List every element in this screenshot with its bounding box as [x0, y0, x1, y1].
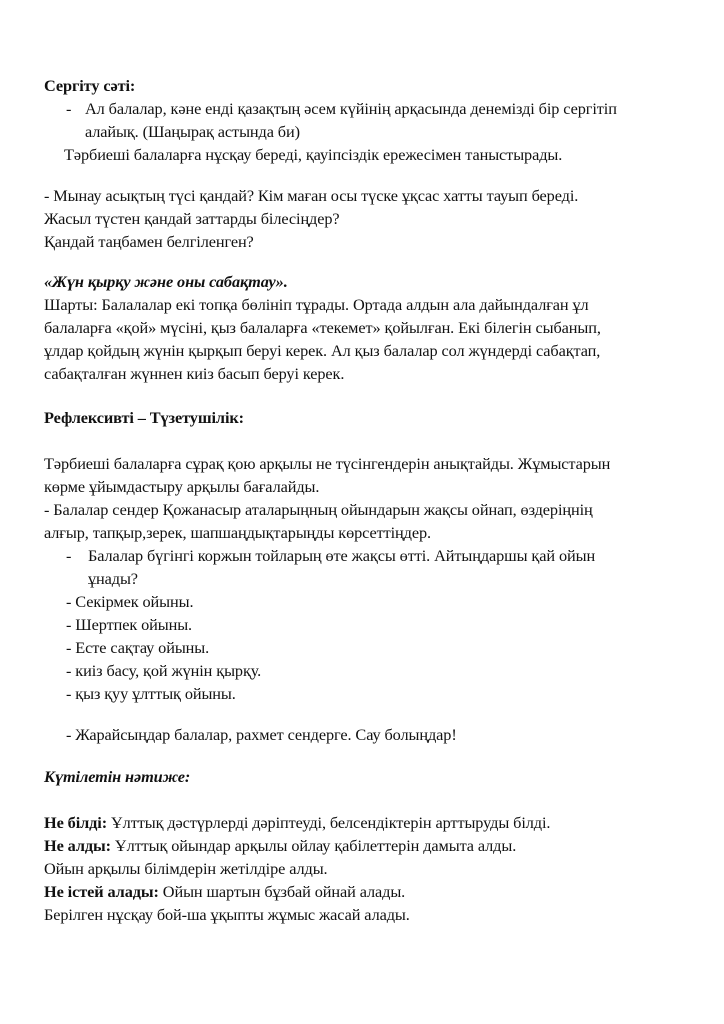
result-line-knows — [44, 813, 550, 833]
game-title: «Жүн қырқу және оны сабақтау». — [44, 272, 288, 291]
result-line-can-do — [44, 882, 405, 902]
paragraph-line: Шарты: Балалалар екі топқа бөлініп тұрады. Ортада алдын ала дайындалған ұл — [44, 295, 589, 314]
answer-item: - Секірмек ойыны. — [66, 592, 194, 611]
closing-line: - Жарайсыңдар балалар, рахмет сендерге. Сау болыңдар! — [66, 725, 457, 744]
paragraph-line: сабақталған жүннен киіз басып беруі керек. — [44, 364, 345, 383]
result-text: Ойын шартын бұзбай ойнай алады. — [158, 882, 406, 901]
answer-item: - қыз қуу ұлттық ойыны. — [66, 684, 236, 703]
paragraph-line: - Мынау асықтың түсі қандай? Кім маған осы түске ұқсас хатты тауып береді. — [44, 186, 579, 205]
paragraph-line: алғыр, тапқыр,зерек, шапшаңдықтарыңды көрсеттіңдер. — [44, 523, 431, 542]
bullet-text-line: Ал балалар, кәне енді қазақтың әсем күйінің арқасында денемізді бір сергітіп — [85, 99, 617, 118]
bullet-text-line: алайық. (Шаңырақ астында би) — [85, 122, 300, 141]
result-text: Ұлттық ойындар арқылы ойлау қабілеттерін дамыта алды. — [110, 836, 517, 855]
paragraph-line: - Балалар сендер Қожанасыр аталарыңның ойындарын жақсы ойнап, өздеріңнің — [44, 500, 593, 519]
result-line-gained — [44, 836, 516, 856]
answer-item: - киіз басу, қой жүнін қырқу. — [66, 661, 262, 680]
paragraph-line: ұлдар қойдың жүнін қырқып беруі керек. Ал қыз балалар сол жүндерді сабақтап, — [44, 341, 601, 360]
bullet-text-line: ұнады? — [88, 569, 138, 588]
result-label: Не алды: — [44, 836, 111, 855]
result-text: Ұлттық дәстүрлерді дәріптеуді, белсендіктерін арттыруды білді. — [107, 813, 551, 832]
section-heading-sergitu: Сергіту сәті: — [44, 76, 136, 95]
result-label: Не істей алады: — [44, 882, 159, 901]
paragraph-line: Тәрбиеші балаларға нұсқау береді, қауіпсіздік ережесімен таныстырады. — [64, 145, 563, 164]
result-label: Не білді: — [44, 813, 108, 832]
bullet-text-line: Балалар бүгінгі коржын тойларың өте жақсы өтті. Айтыңдаршы қай ойын — [88, 546, 596, 565]
answer-item: - Шертпек ойыны. — [66, 615, 193, 634]
bullet-dash: - — [66, 99, 72, 118]
section-heading-expected: Күтілетін нәтиже: — [44, 767, 191, 786]
paragraph-line: Жасыл түстен қандай заттарды білесіңдер? — [44, 209, 340, 228]
bullet-dash: - — [66, 546, 72, 565]
paragraph-line: балаларға «қой» мүсіні, қыз балаларға «текемет» қойылған. Екі білегін сыбанып, — [44, 318, 601, 337]
paragraph-line: Берілген нұсқау бой-ша ұқыпты жұмыс жасай алады. — [44, 905, 410, 924]
paragraph-line: көрме ұйымдастыру арқылы бағалайды. — [44, 477, 320, 496]
paragraph-line: Қандай таңбамен белгіленген? — [44, 232, 254, 251]
paragraph-line: Тәрбиеші балаларға сұрақ қою арқылы не түсінгендерін анықтайды. Жұмыстарын — [44, 454, 611, 473]
answer-item: - Есте сақтау ойыны. — [66, 638, 210, 657]
section-heading-reflexive: Рефлексивті – Түзетушілік: — [44, 408, 244, 427]
paragraph-line: Ойын арқылы білімдерін жетілдіре алды. — [44, 859, 328, 878]
